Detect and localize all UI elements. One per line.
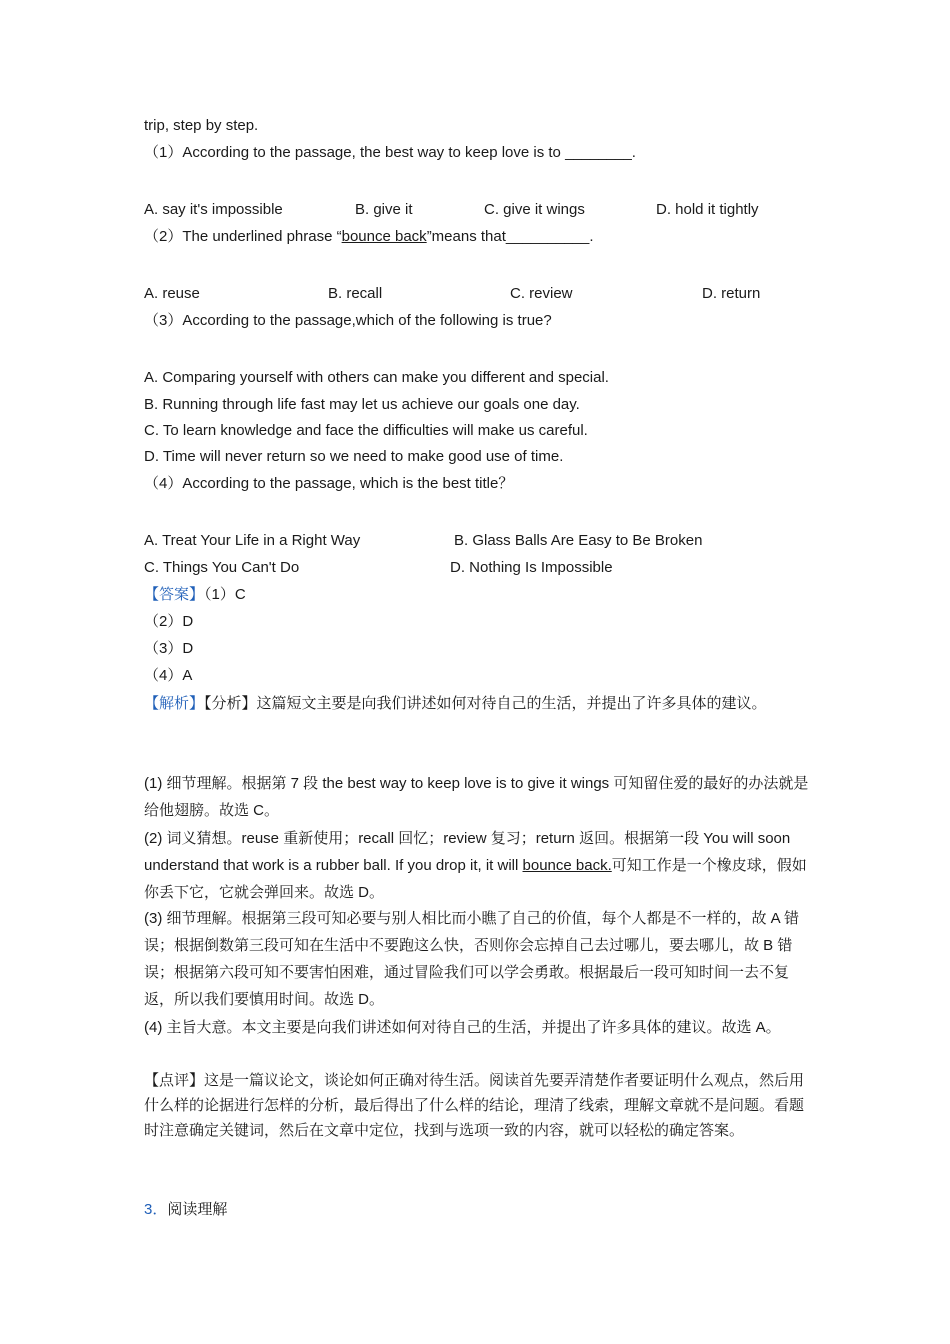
option-d: D. Time will never return so we need to make good use of time. [144,448,564,465]
question-4: （4）According to the passage, which is the best title？ [144,475,514,492]
analysis-point-4: (4) 主旨大意。本文主要是向我们讲述如何对待自己的生活，并提出了许多具体的建议。故选 A。 [144,1019,781,1036]
option-b: B. Glass Balls Are Easy to Be Broken [454,532,703,549]
answer-3: （3）D [144,640,194,657]
analysis-point-3: (3) 细节理解。根据第三段可知必要与别人相比而小瞧了自己的价值，每个人都是不一样的，故 A 错误；根据倒数第三段可知在生活中不要跑这么快，否则你会忘掉自己去过哪儿，要去哪儿，故 B 错误；根据第六段可知不要害怕困难，通过冒险我们可以学会勇敢。根据最后一段可知时间一去不复返，所以我们要慎用时间。故选 D。 [144,910,800,1008]
option-b: B. Running through life fast may let us achieve our goals one day. [144,396,580,413]
option-b: B. give it [355,201,413,218]
section-number: 3． [144,1201,168,1218]
option-a: A. say it's impossible [144,201,283,218]
underlined-phrase: bounce back. [522,857,612,874]
option-c: C. To learn knowledge and face the difficulties will make us careful. [144,422,588,439]
section-heading [144,1200,227,1220]
question-1-options [144,200,814,220]
analysis-point-1: (1) 细节理解。根据第 7 段 the best way to keep love is to give it wings 可知留住爱的最好的办法就是给他翅膀。故选 C。 [144,775,809,819]
answer-label: 【答案】 [144,586,205,603]
question-4-options-row-1 [144,531,814,551]
option-a: A. Treat Your Life in a Right Way [144,532,361,549]
question-2 [144,227,593,247]
question-2-options [144,284,814,304]
answer-line-1 [144,585,246,605]
question-3: （3）According to the passage,which of the following is true? [144,312,552,329]
analysis-point-2 [144,825,814,906]
analysis-intro-text: 【分析】这篇短文主要是向我们讲述如何对待自己的生活，并提出了许多具体的建议。 [204,695,767,712]
question-2-text-before: （2）The underlined phrase “ [144,228,342,245]
analysis-label: 【解析】 [144,695,205,712]
question-4-options-row-2 [144,558,814,578]
answer-2: （2）D [144,613,194,630]
option-c: C. give it wings [484,201,585,218]
section-title: 阅读理解 [167,1201,228,1218]
option-c: C. review [510,285,573,302]
answer-1: （1）C [204,586,246,603]
analysis-intro [144,690,814,717]
option-a: A. Comparing yourself with others can make you different and special. [144,369,609,386]
question-2-text-after: ”means that__________. [426,228,594,245]
question-1: （1）According to the passage, the best way to keep love is to ________. [144,144,636,161]
passage-fragment: trip, step by step. [144,117,259,134]
option-d: D. hold it tightly [656,201,759,218]
option-d: D. return [702,285,761,302]
analysis-point-2-after: 可知工作是一个橡皮球，假如你丢下它，它就会弹回来。故选 D。 [144,857,807,901]
option-a: A. reuse [144,285,200,302]
option-b: B. recall [328,285,383,302]
answer-4: （4）A [144,667,193,684]
analysis-point-2-before: (2) 词义猜想。reuse 重新使用；recall 回忆；review 复习；return 返回。根据第一段 You will soon understand that work is a rubber ball. If you drop it, it will [144,830,791,874]
option-d: D. Nothing Is Impossible [450,559,613,576]
analysis-comment: 【点评】这是一篇议论文，谈论如何正确对待生活。阅读首先要弄清楚作者要证明什么观点，然后用什么样的论据进行怎样的分析，最后得出了什么样的结论，理清了线索，理解文章就不是问题。看题时注意确定关键词，然后在文章中定位，找到与选项一致的内容，就可以轻松的确定答案。 [144,1072,805,1139]
option-c: C. Things You Can't Do [144,559,300,576]
underlined-phrase: bounce back [341,228,427,245]
